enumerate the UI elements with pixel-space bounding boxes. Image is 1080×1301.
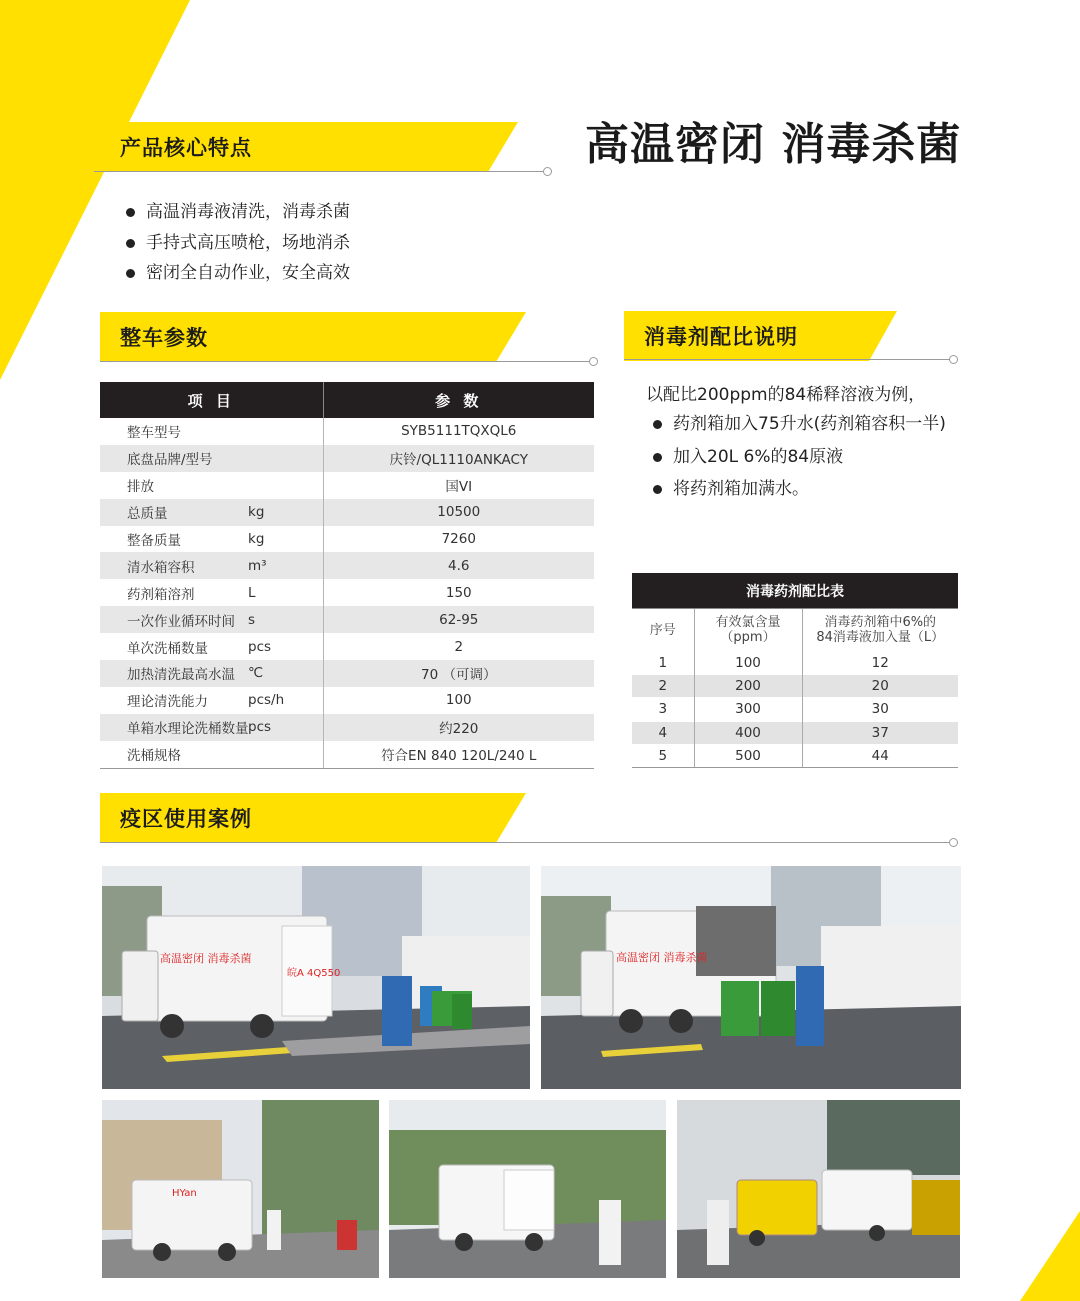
spec-row — [100, 445, 594, 472]
ratio-banner — [624, 311, 904, 361]
ratio-cell: 100 — [694, 652, 802, 675]
spec-name: 排放 — [127, 479, 154, 496]
cases-banner — [100, 793, 530, 843]
ratio-step: 药剂箱加入75升水(药剂箱容积一半) — [653, 410, 946, 443]
ratio-header-cell: 消毒药剂箱中6%的 84消毒液加入量（L） — [802, 609, 958, 652]
spec-row — [100, 526, 594, 553]
spec-row — [100, 472, 594, 499]
ratio-cell: 2 — [632, 675, 694, 698]
spec-col-item: 项 目 — [100, 382, 323, 418]
case-photo-5 — [677, 1100, 960, 1278]
spec-value: 150 — [323, 579, 594, 606]
feature-item: 手持式高压喷枪，场地消杀 — [126, 231, 350, 262]
cases-rule — [100, 842, 950, 843]
ratio-cell: 300 — [694, 698, 802, 721]
spec-row — [100, 579, 594, 606]
spec-unit: kg — [248, 531, 265, 547]
spec-row — [100, 418, 594, 445]
spec-row — [100, 660, 594, 687]
spec-row — [100, 714, 594, 741]
features-rule — [94, 171, 544, 172]
case-photo-2 — [541, 866, 961, 1089]
spec-unit: kg — [248, 499, 323, 526]
spec-value: 7260 — [323, 526, 594, 553]
spec-value: 约220 — [323, 714, 594, 741]
spec-name: 单次洗桶数量 — [127, 640, 208, 657]
spec-value: 4.6 — [323, 552, 594, 579]
spec-name: 总质量 — [100, 499, 248, 526]
ratio-table — [632, 573, 958, 768]
ratio-cell: 500 — [694, 744, 802, 767]
page-headline: 高温密闭 消毒杀菌 — [585, 119, 962, 170]
spec-unit — [248, 472, 323, 499]
decorative-yellow-corner — [1020, 1211, 1080, 1301]
ratio-rule — [624, 359, 950, 360]
spec-value: 符合EN 840 120L/240 L — [323, 741, 594, 768]
ratio-table-caption: 消毒药剂配比表 — [632, 573, 958, 609]
spec-name: 加热清洗最高水温 — [100, 660, 248, 687]
ratio-header-row — [632, 609, 958, 652]
spec-name: 整车型号 — [127, 425, 181, 442]
rule-end-dot — [949, 838, 958, 847]
spec-unit: m³ — [248, 552, 323, 579]
ratio-title: 消毒剂配比说明 — [644, 325, 798, 349]
features-title: 产品核心特点 — [120, 136, 252, 160]
spec-col-param: 参 数 — [323, 382, 594, 418]
ratio-cell: 20 — [802, 675, 958, 698]
spec-row — [100, 499, 594, 526]
spec-value: 10500 — [323, 499, 594, 526]
spec-unit — [248, 445, 323, 472]
spec-unit — [248, 418, 323, 445]
truck-label: 高温密闭 消毒杀菌 — [616, 951, 708, 964]
ratio-cell: 400 — [694, 721, 802, 744]
spec-name: 一次作业循环时间 — [100, 606, 248, 633]
spec-value: 国VI — [323, 472, 594, 499]
ratio-cell: 44 — [802, 744, 958, 767]
ratio-cell: 1 — [632, 652, 694, 675]
truck-plate: 皖A 4Q550 — [287, 968, 341, 979]
rule-end-dot — [543, 167, 552, 176]
spec-row — [100, 606, 594, 633]
case-photo-1 — [102, 866, 530, 1089]
case-photo-4 — [389, 1100, 666, 1278]
ratio-header-cell: 序号 — [632, 609, 694, 652]
ratio-step: 将药剂箱加满水。 — [653, 475, 946, 508]
spec-name: 洗桶规格 — [100, 741, 248, 768]
spec-name: 单箱水理论洗桶数量 — [100, 714, 248, 741]
case-photo-3 — [102, 1100, 379, 1278]
features-list — [126, 200, 350, 292]
spec-rule — [100, 361, 590, 362]
spec-value: 70 （可调） — [323, 660, 594, 687]
ratio-cell: 200 — [694, 675, 802, 698]
spec-unit: pcs — [248, 714, 323, 741]
rule-end-dot — [589, 357, 598, 366]
ratio-cell: 3 — [632, 698, 694, 721]
truck-label: 高温密闭 消毒杀菌 — [160, 952, 252, 965]
ratio-steps — [653, 410, 946, 508]
ratio-row — [632, 744, 958, 767]
spec-row — [100, 687, 594, 714]
ratio-cell: 12 — [802, 652, 958, 675]
spec-name: 清水箱容积 — [100, 552, 248, 579]
features-banner — [100, 122, 520, 172]
spec-unit: pcs — [248, 638, 272, 655]
ratio-cell: 4 — [632, 721, 694, 744]
spec-title: 整车参数 — [120, 326, 208, 350]
spec-value: 100 — [323, 687, 594, 714]
spec-table — [100, 382, 594, 769]
feature-item: 高温消毒液清洗，消毒杀菌 — [126, 200, 350, 231]
rule-end-dot — [949, 355, 958, 364]
spec-row — [100, 552, 594, 579]
spec-unit: ℃ — [248, 660, 323, 687]
spec-name: 底盘品牌/型号 — [100, 445, 248, 472]
ratio-intro: 以配比200ppm的84稀释溶液为例， — [646, 385, 926, 405]
spec-unit: s — [248, 606, 323, 633]
ratio-row — [632, 698, 958, 721]
ratio-step: 加入20L 6%的84原液 — [653, 443, 946, 476]
spec-name: 整备质量 — [127, 533, 181, 549]
ratio-cell: 30 — [802, 698, 958, 721]
spec-value: SYB5111TQXQL6 — [323, 418, 594, 445]
spec-row — [100, 633, 594, 660]
spec-unit — [248, 741, 323, 768]
spec-unit: pcs/h — [248, 692, 285, 709]
ratio-header-cell: 有效氯含量 （ppm） — [694, 609, 802, 652]
spec-value: 庆铃/QL1110ANKACY — [323, 445, 594, 472]
cases-title: 疫区使用案例 — [120, 807, 252, 831]
feature-item: 密闭全自动作业，安全高效 — [126, 261, 350, 292]
spec-unit: L — [248, 584, 256, 601]
ratio-cell: 5 — [632, 744, 694, 767]
spec-name: 药剂箱溶剂 — [127, 586, 195, 603]
spec-value: 2 — [323, 633, 594, 660]
ratio-row — [632, 652, 958, 675]
spec-name: 理论清洗能力 — [127, 694, 208, 711]
ratio-cell: 37 — [802, 721, 958, 744]
ratio-row — [632, 721, 958, 744]
spec-banner — [100, 312, 530, 362]
truck-brand: HYan — [172, 1188, 197, 1199]
spec-value: 62-95 — [323, 606, 594, 633]
ratio-row — [632, 675, 958, 698]
spec-row — [100, 741, 594, 768]
